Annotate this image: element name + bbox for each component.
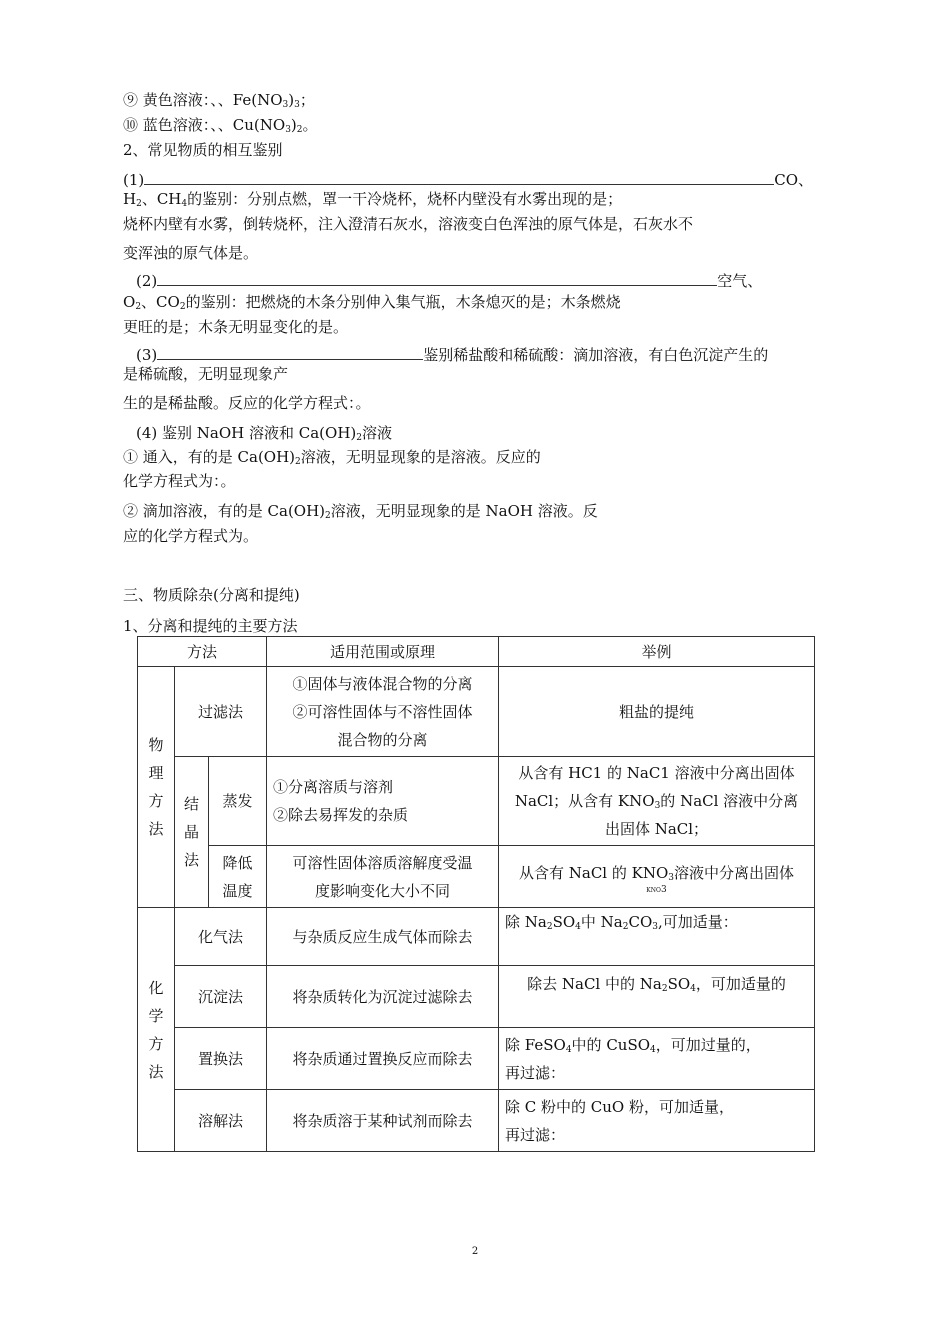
header-method: 方法 [138, 637, 267, 667]
physical-method-label: 物理方法 [138, 667, 175, 908]
item-2-line-a: (2) 空气、 [136, 272, 763, 290]
header-example: 举例 [499, 637, 815, 667]
table-row [138, 966, 815, 1028]
header-scope: 适用范围或原理 [267, 637, 499, 667]
evaporation-name: 蒸发 [209, 757, 267, 846]
item-2-line-b: $O_2$、$CO_2$的鉴别：把燃烧的木条分别伸入集气瓶，木条熄灭的是；木条燃烧 [123, 293, 621, 312]
precipitation-principle: 将杂质转化为沉淀过滤除去 [267, 966, 499, 1028]
item-1-line-a: (1) CO、 [123, 171, 814, 189]
item-3-line-c: 生的是稀盐酸。反应的化学方程式：。 [123, 394, 371, 412]
table-row [138, 1090, 815, 1152]
item-1-line-d: 变浑浊的原气体是。 [123, 244, 259, 262]
table-row [138, 908, 815, 966]
item-1-line-b: $H_2$、$CH_4$的鉴别：分别点燃，罩一干冷烧杯，烧杯内壁没有水雾出现的是； [123, 190, 623, 209]
item-4-line-d: ② 滴加溶液，有的是 $Ca(OH)_2$溶液，无明显现象的是 NaOH 溶液。反 [123, 502, 598, 521]
chemical-method-label: 化学方法 [138, 908, 175, 1152]
gas-method-example: 除 $Na_2SO_4$中 $Na_2CO_3$,可加适量： [499, 908, 815, 966]
answer-blank[interactable] [157, 345, 423, 360]
evaporation-principle: ①分离溶质与溶剂 ②除去易挥发的杂质 [267, 757, 499, 846]
filter-example: 粗盐的提纯 [499, 667, 815, 757]
item-4-line-e: 应的化学方程式为。 [123, 527, 259, 545]
cooling-example: 从含有 NaCl 的 $KNO_3$溶液中分离出固体 KNO3 [499, 846, 815, 908]
item-2-line-c: 更旺的是；木条无明显变化的是。 [123, 318, 349, 336]
gas-method-principle: 与杂质反应生成气体而除去 [267, 908, 499, 966]
table-row [138, 757, 815, 846]
gas-method-name: 化气法 [175, 908, 267, 966]
page-number: 2 [471, 1246, 479, 1257]
dissolution-principle: 将杂质溶于某种试剂而除去 [267, 1090, 499, 1152]
crystallization-label: 结晶法 [175, 757, 209, 908]
table-row [138, 1028, 815, 1090]
precipitation-example: 除去 NaCl 中的 $Na_2SO_4$，可加适量的 [499, 966, 815, 1028]
item-3-line-a: (3) 鉴别稀盐酸和稀硫酸：滴加溶液，有白色沉淀产生的 [136, 346, 769, 364]
cooling-name: 降低 温度 [209, 846, 267, 908]
separation-methods-table [137, 636, 815, 1152]
answer-blank[interactable] [157, 271, 717, 286]
section-heading-3: 三、物质除杂(分离和提纯) [123, 586, 300, 604]
cooling-principle: 可溶性固体溶质溶解度受温 度影响变化大小不同 [267, 846, 499, 908]
filter-name: 过滤法 [175, 667, 267, 757]
dissolution-example: 除 C 粉中的 CuO 粉，可加适量， 再过滤： [499, 1090, 815, 1152]
dissolution-name: 溶解法 [175, 1090, 267, 1152]
table-row [138, 667, 815, 757]
evaporation-example: 从含有 HC1 的 NaC1 溶液中分离出固体 NaCl；从含有 $KNO_3$的 NaCl 溶液中分离 出固体 NaCl； [499, 757, 815, 846]
item-4-line-b: ① 通入，有的是 $Ca(OH)_2$溶液，无明显现象的是溶液。反应的 [123, 448, 541, 467]
line-blue-solution: ⑩ 蓝色溶液：、、$Cu(NO_3)_2$。 [123, 116, 318, 135]
subsection-heading: 1、分离和提纯的主要方法 [123, 617, 298, 635]
filter-principle: ①固体与液体混合物的分离 ②可溶性固体与不溶性固体 混合物的分离 [267, 667, 499, 757]
table-header-row [138, 637, 815, 667]
precipitation-name: 沉淀法 [175, 966, 267, 1028]
displacement-example: 除 FeSO$_4$中的 CuSO$_4$，可加过量的， 再过滤： [499, 1028, 815, 1090]
section-heading-2: 2、常见物质的相互鉴别 [123, 141, 283, 159]
displacement-name: 置换法 [175, 1028, 267, 1090]
table-row [138, 846, 815, 908]
answer-blank[interactable] [144, 170, 774, 185]
displacement-principle: 将杂质通过置换反应而除去 [267, 1028, 499, 1090]
item-1-line-c: 烧杯内壁有水雾，倒转烧杯，注入澄清石灰水，溶液变白色浑浊的原气体是，石灰水不 [123, 215, 694, 233]
item-4-line-c: 化学方程式为：。 [123, 472, 236, 490]
item-3-line-b: 是稀硫酸，无明显现象产 [123, 365, 289, 383]
item-4-line-a: (4) 鉴别 NaOH 溶液和 $Ca(OH)_2$溶液 [136, 424, 393, 443]
line-yellow-solution: ⑨ 黄色溶液：、、$Fe(NO_3)_3$； [123, 91, 315, 110]
